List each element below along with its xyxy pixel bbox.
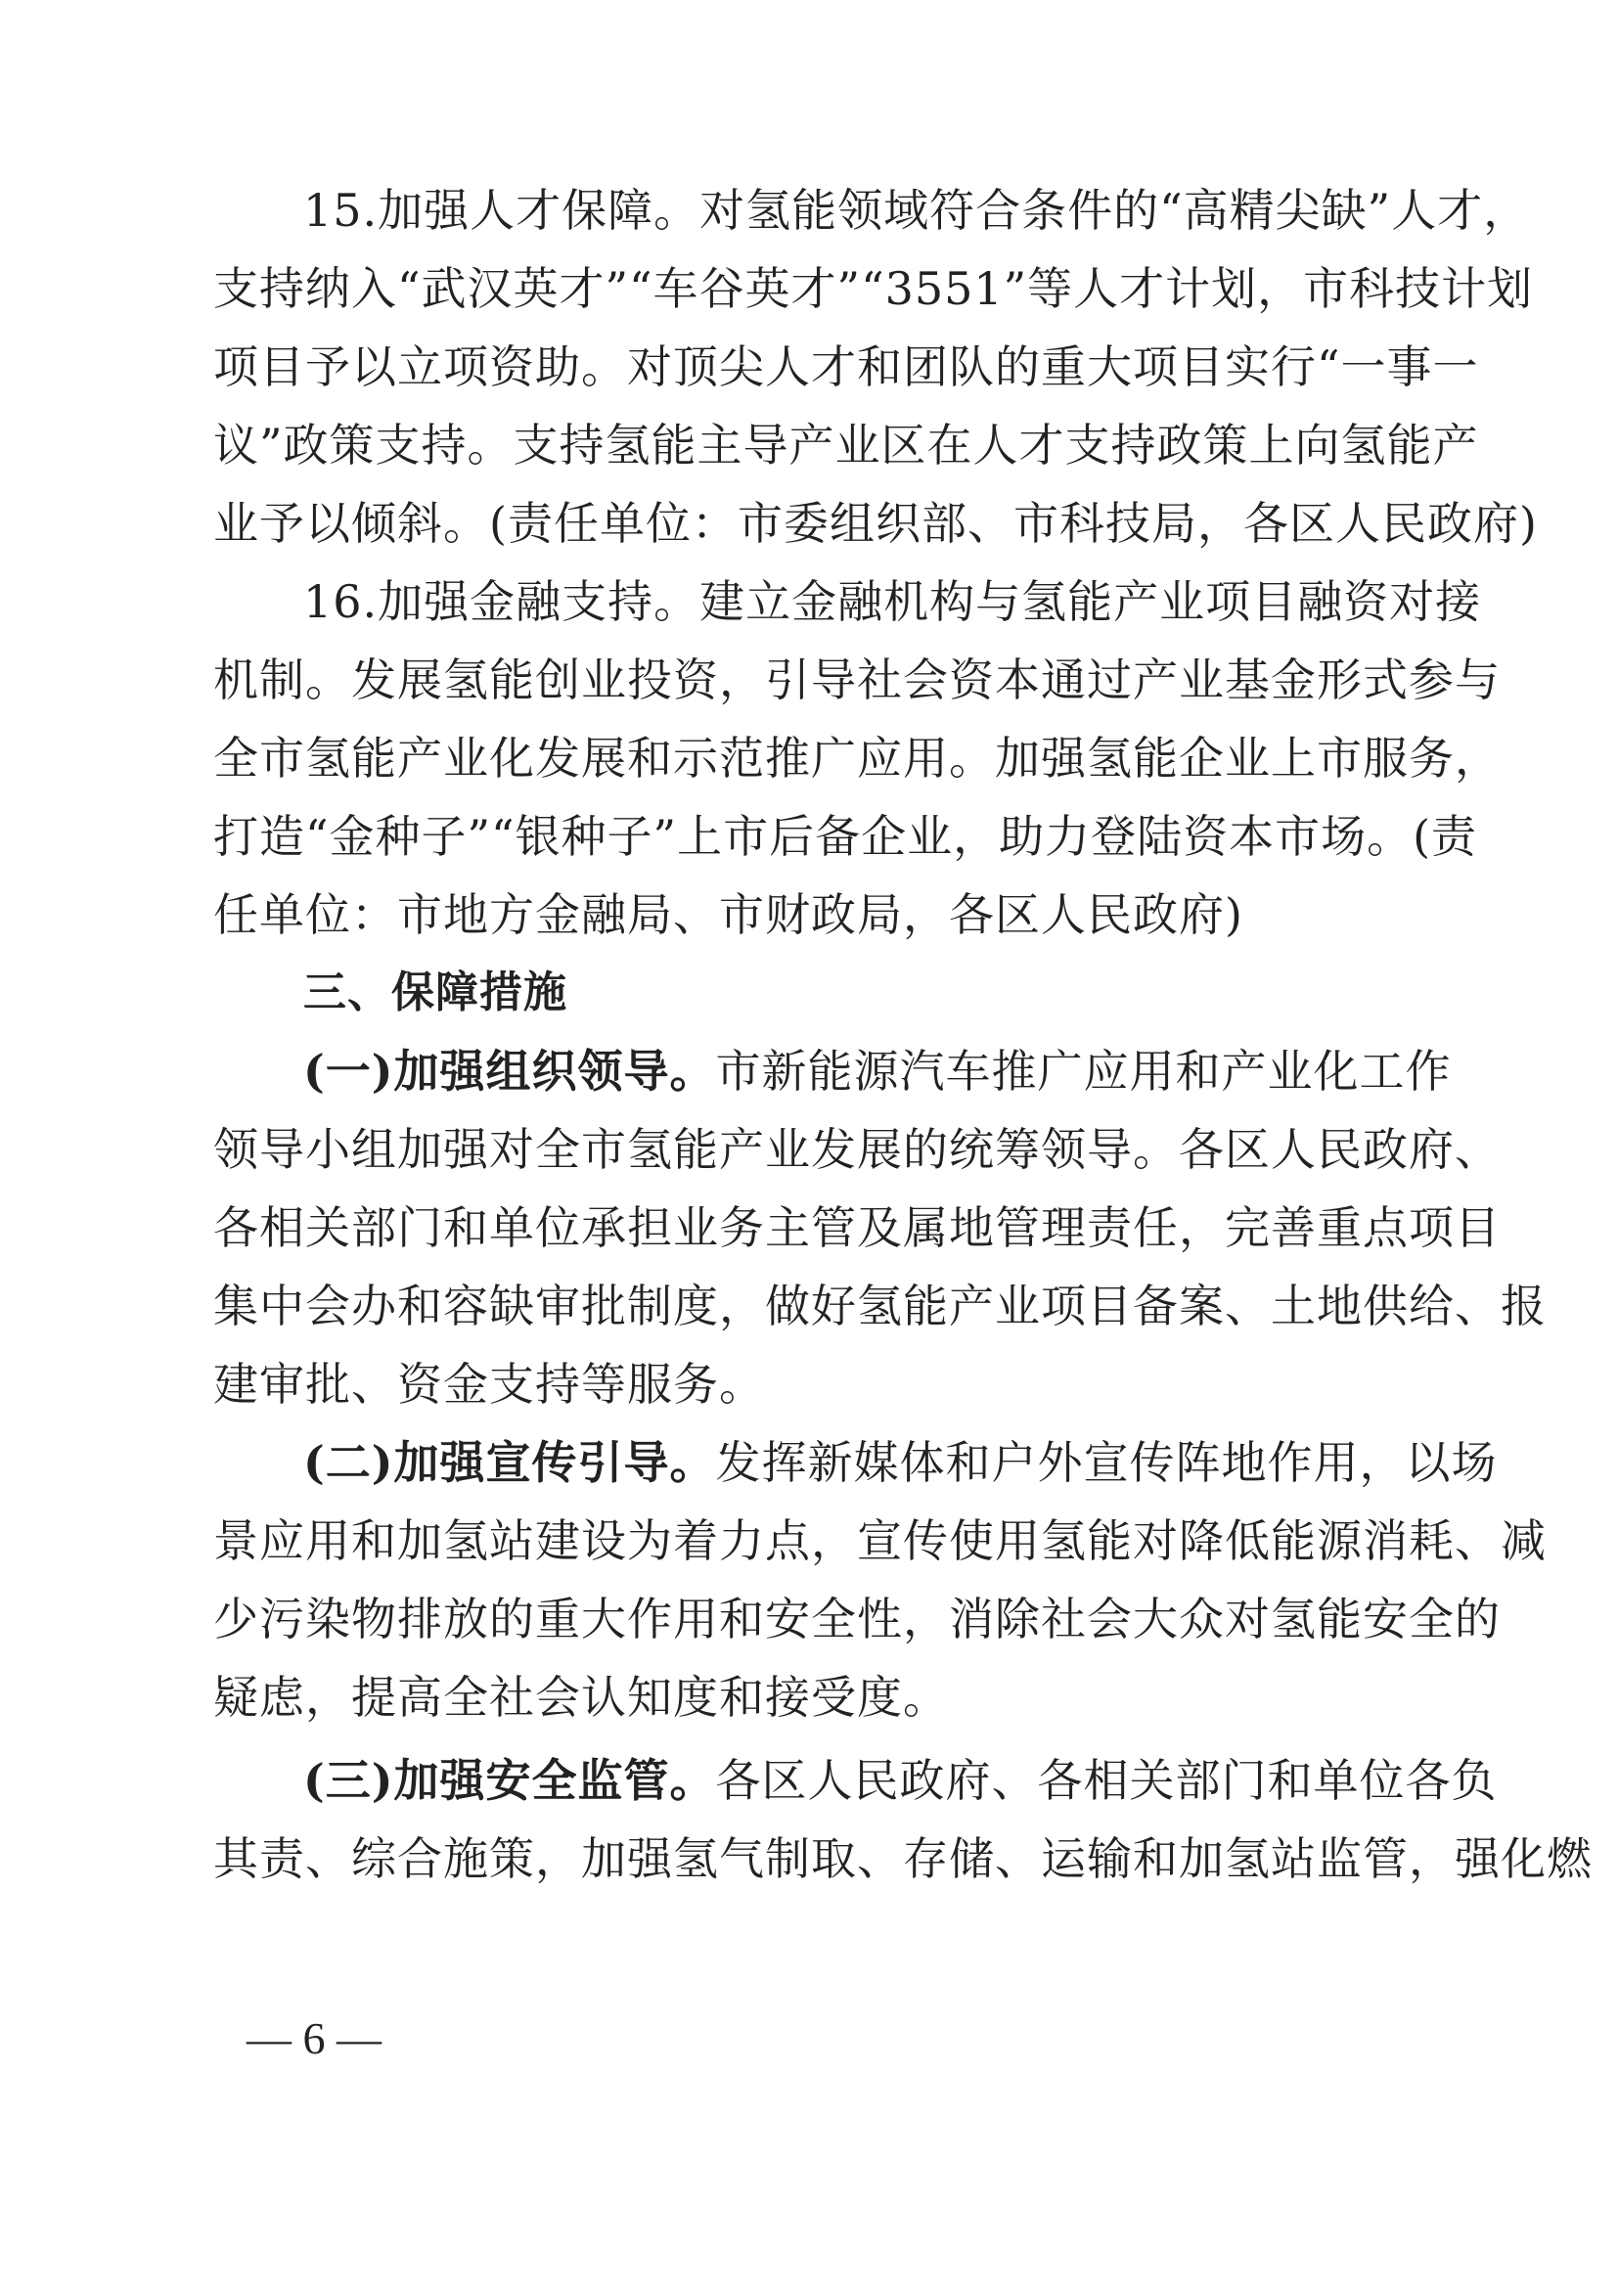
subsection-2-line-3: 少污染物排放的重大作用和安全性，消除社会大众对氢能安全的 — [213, 1593, 1501, 1645]
section-heading: 三、保障措施 — [303, 968, 567, 1017]
subsection-1-line-2: 领导小组加强对全市氢能产业发展的统筹领导。各区人民政府、 — [213, 1123, 1501, 1176]
paragraph-15-line-4: 议”政策支持。支持氢能主导产业区在人才支持政策上向氢能产 — [213, 419, 1479, 472]
subsection-1-line-4: 集中会办和容缺审批制度，做好氢能产业项目备案、土地供给、报 — [213, 1280, 1547, 1332]
subsection-3-line-2: 其责、综合施策，加强氢气制取、存储、运输和加氢站监管，强化燃 — [213, 1832, 1593, 1885]
paragraph-15-line-1: 15.加强人才保障。对氢能领域符合条件的“高精尖缺”人才， — [303, 184, 1530, 237]
subsection-2-title: (二)加强宣传引导。 — [303, 1436, 716, 1489]
paragraph-16-line-5: 任单位：市地方金融局、市财政局，各区人民政府) — [213, 888, 1243, 941]
subsection-2-text: 发挥新媒体和户外宣传阵地作用，以场 — [715, 1436, 1498, 1489]
paragraph-15-line-2: 支持纳入“武汉英才”“车谷英才”“3551”等人才计划，市科技计划 — [213, 262, 1534, 315]
paragraph-15-line-5: 业予以倾斜。(责任单位：市委组织部、市科技局，各区人民政府) — [213, 497, 1538, 550]
subsection-2-line-2: 景应用和加氢站建设为着力点，宣传使用氢能对降低能源消耗、减 — [213, 1514, 1547, 1567]
paragraph-16-line-4: 打造“金种子”“银种子”上市后备企业，助力登陆资本市场。(责 — [213, 810, 1478, 863]
page-number: — 6 — — [247, 2013, 382, 2063]
subsection-2-line-4: 疑虑，提高全社会认知度和接受度。 — [213, 1671, 949, 1724]
subsection-3-line-1 — [303, 1741, 1498, 1820]
subsection-3-text: 各区人民政府、各相关部门和单位各负 — [715, 1754, 1498, 1807]
subsection-1-text: 市新能源汽车推广应用和产业化工作 — [715, 1045, 1452, 1098]
subsection-1-line-5: 建审批、资金支持等服务。 — [213, 1358, 765, 1411]
subsection-1-line-1 — [303, 1032, 1452, 1110]
subsection-1-line-3: 各相关部门和单位承担业务主管及属地管理责任，完善重点项目 — [213, 1201, 1501, 1254]
paragraph-16-line-1: 16.加强金融支持。建立金融机构与氢能产业项目融资对接 — [303, 575, 1482, 628]
paragraph-15-line-3: 项目予以立项资助。对顶尖人才和团队的重大项目实行“一事一 — [213, 340, 1479, 393]
subsection-2-line-1 — [303, 1423, 1498, 1502]
paragraph-16-line-2: 机制。发展氢能创业投资，引导社会资本通过产业基金形式参与 — [213, 653, 1501, 706]
subsection-3-title: (三)加强安全监管。 — [303, 1754, 716, 1807]
paragraph-16-line-3: 全市氢能产业化发展和示范推广应用。加强氢能企业上市服务， — [213, 732, 1501, 785]
subsection-1-title: (一)加强组织领导。 — [303, 1045, 716, 1098]
